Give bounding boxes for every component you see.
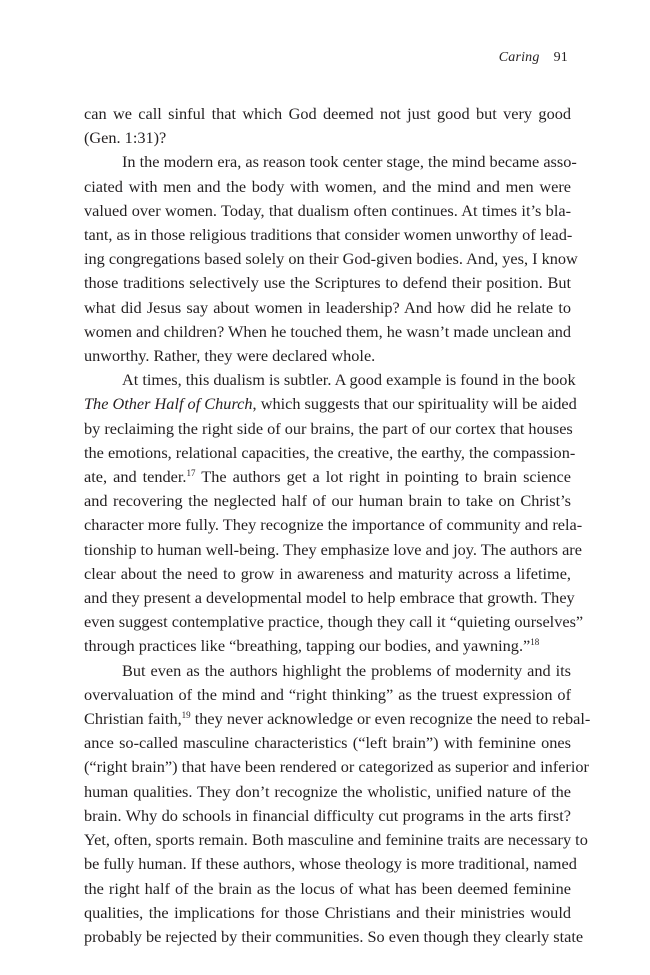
book-title: The Other Half of Church — [84, 394, 253, 414]
text-segment: they never acknowledge or even recognize the need to rebal- — [190, 709, 591, 729]
text-line — [84, 489, 571, 513]
text-segment: human qualities. They don’t recognize the wholistic, unified nature of the — [84, 781, 571, 801]
footnote-marker: 19 — [181, 710, 191, 721]
text-segment: , which suggests that our spirituality will be aided — [252, 394, 577, 414]
paragraph — [84, 368, 584, 658]
text-segment: overvaluation of the mind and “right thinking” as the truest expression of — [84, 684, 571, 704]
text-segment: ate, and tender. — [84, 467, 187, 487]
text-segment: At times, this dualism is subtler. A good example is found in the book — [122, 370, 576, 390]
text-segment: qualities, the implications for those Christians and their ministries would — [84, 902, 571, 922]
text-segment: ciated with men and the body with women, and the mind and men were — [84, 176, 571, 196]
text-segment: the emotions, relational capacities, the creative, the earthy, the compassion- — [84, 442, 576, 462]
footnote-marker: 18 — [530, 637, 540, 648]
text-segment: ing congregations based solely on their God-given bodies. And, yes, I know — [84, 249, 578, 269]
text-segment: valued over women. Today, that dualism often continues. At times it’s bla- — [84, 200, 571, 220]
text-segment: the right half of the brain as the locus of what has been deemed feminine — [84, 878, 571, 898]
text-segment: (“right brain”) that have been rendered or categorized as superior and inferior — [84, 757, 589, 777]
text-line — [84, 610, 584, 634]
text-line — [84, 199, 571, 223]
text-segment: In the modern era, as reason took center stage, the mind became asso- — [122, 152, 577, 172]
text-line — [84, 707, 591, 731]
text-line — [84, 417, 571, 441]
text-line — [84, 271, 571, 295]
text-line — [84, 513, 583, 537]
text-line — [84, 634, 571, 658]
page-number: 91 — [553, 50, 568, 65]
text-line — [84, 877, 571, 901]
text-line — [84, 852, 577, 876]
footnote-marker: 17 — [186, 468, 196, 479]
text-line — [84, 368, 576, 392]
text-segment: unworthy. Rather, they were declared whole. — [84, 346, 376, 366]
text-segment: Christian faith, — [84, 709, 182, 729]
paragraph — [84, 102, 571, 150]
text-line — [84, 683, 571, 707]
text-line — [84, 247, 578, 271]
text-line — [84, 925, 584, 949]
text-segment: what did Jesus say about women in leadership? And how did he relate to — [84, 297, 571, 317]
text-segment: and they present a developmental model to help embrace that growth. They — [84, 588, 575, 608]
text-segment: women and children? When he touched them, he wasn’t made unclean and — [84, 321, 571, 341]
text-segment: But even as the authors highlight the problems of modernity and its — [122, 660, 571, 680]
text-segment: ance so-called masculine characteristics (“left brain”) with feminine ones — [84, 733, 571, 753]
text-line — [84, 320, 571, 344]
text-line — [84, 175, 571, 199]
text-line — [84, 126, 571, 150]
text-line — [84, 659, 571, 683]
paragraph — [84, 659, 591, 949]
text-segment: clear about the need to grow in awareness and maturity across a lifetime, — [84, 563, 571, 583]
text-line — [84, 901, 571, 925]
text-line — [84, 102, 571, 126]
text-line — [84, 586, 575, 610]
text-segment: Yet, often, sports remain. Both masculine and feminine traits are necessary to — [84, 830, 588, 850]
text-segment: by reclaiming the right side of our brains, the part of our cortex that houses — [84, 418, 573, 438]
paragraph — [84, 150, 578, 368]
running-head — [499, 50, 568, 66]
text-line — [84, 392, 577, 416]
text-segment: (Gen. 1:31)? — [84, 128, 167, 148]
text-line — [84, 150, 577, 174]
section-title: Caring — [498, 50, 540, 65]
text-line — [84, 465, 571, 489]
text-line — [84, 562, 571, 586]
text-segment: tionship to human well-being. They emphasize love and joy. The authors are — [84, 539, 582, 559]
text-segment: those traditions selectively use the Scriptures to defend their position. But — [84, 273, 571, 293]
text-segment: character more fully. They recognize the importance of community and rela- — [84, 515, 583, 535]
text-line — [84, 344, 571, 368]
text-line — [84, 296, 571, 320]
text-segment: tant, as in those religious traditions that consider women unworthy of lead- — [84, 225, 573, 245]
text-segment: through practices like “breathing, tapping our bodies, and yawning.” — [84, 636, 531, 656]
text-segment: can we call sinful that which God deemed not just good but very good — [84, 104, 571, 123]
text-line — [84, 780, 571, 804]
body-text — [84, 102, 591, 949]
text-segment: probably be rejected by their communities. So even though they clearly state — [84, 926, 584, 946]
text-line — [84, 755, 589, 779]
text-segment: be fully human. If these authors, whose theology is more traditional, named — [84, 854, 577, 874]
text-line — [84, 223, 571, 247]
text-segment: even suggest contemplative practice, though they call it “quieting ourselves” — [84, 612, 584, 632]
text-segment: and recovering the neglected half of our human brain to take on Christ’s — [84, 491, 571, 511]
text-segment: The authors get a lot right in pointing to brain science — [195, 467, 571, 487]
text-segment: brain. Why do schools in financial difficulty cut programs in the arts first? — [84, 805, 571, 825]
text-line — [84, 804, 571, 828]
text-line — [84, 828, 588, 852]
text-line — [84, 538, 582, 562]
text-line — [84, 731, 571, 755]
text-line — [84, 441, 576, 465]
